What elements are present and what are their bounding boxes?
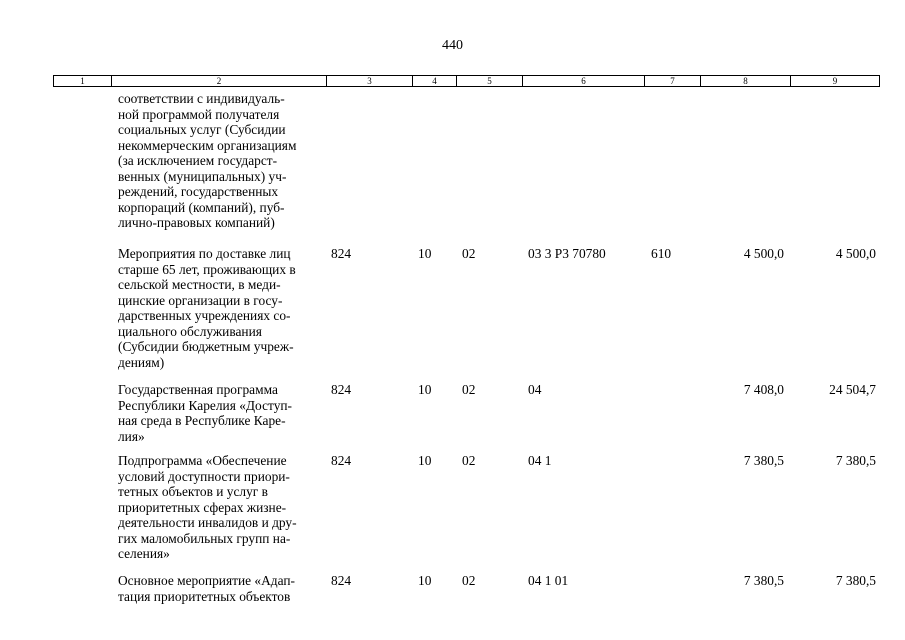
row-target-code: 03 3 P3 70780 xyxy=(528,246,606,261)
row-target-code: 04 1 xyxy=(528,453,552,468)
row-subsection: 02 xyxy=(462,246,476,261)
row-amount-2: 7 380,5 xyxy=(835,573,876,588)
row-section: 10 xyxy=(418,246,432,261)
row-name: Подпрограмма «Обеспечение условий доступности приори- тетных объектов и услуг в приоритетных сферах жизне- деятельности инвалидов и дру- гих маломобильных групп на- селения» xyxy=(118,453,297,561)
column-number-1: 1 xyxy=(54,76,112,87)
row-admin-code: 824 xyxy=(331,453,352,468)
row-expense-type: 610 xyxy=(651,246,672,261)
row-section: 10 xyxy=(418,453,432,468)
column-number-2: 2 xyxy=(112,76,327,87)
column-number-3: 3 xyxy=(327,76,413,87)
column-number-6: 6 xyxy=(523,76,645,87)
column-number-4: 4 xyxy=(413,76,457,87)
row-admin-code: 824 xyxy=(331,573,352,588)
row-amount-1: 7 380,5 xyxy=(743,453,784,468)
column-number-5: 5 xyxy=(457,76,523,87)
row-name: Государственная программа Республики Карелия «Доступ- ная среда в Республике Каре- лия» xyxy=(118,382,293,444)
row-amount-2: 4 500,0 xyxy=(835,246,876,261)
row-amount-2: 7 380,5 xyxy=(835,453,876,468)
row-subsection: 02 xyxy=(462,453,476,468)
row-admin-code: 824 xyxy=(331,382,352,397)
row-section: 10 xyxy=(418,382,432,397)
row-name: Основное мероприятие «Адап- тация приоритетных объектов xyxy=(118,573,295,604)
column-number-8: 8 xyxy=(701,76,791,87)
row-section: 10 xyxy=(418,573,432,588)
row-amount-1: 7 408,0 xyxy=(743,382,784,397)
row-target-code: 04 1 01 xyxy=(528,573,569,588)
column-number-7: 7 xyxy=(645,76,701,87)
row-target-code: 04 xyxy=(528,382,542,397)
row-amount-1: 7 380,5 xyxy=(743,573,784,588)
row-amount-1: 4 500,0 xyxy=(743,246,784,261)
column-header-row xyxy=(53,75,880,87)
column-number-9: 9 xyxy=(791,76,880,87)
row-name: Мероприятия по доставке лиц старше 65 лет, проживающих в сельской местности, в меди- цинские организации в госу- дарственных учреждениях со- циального обслуживания (Субсидии бюджетным учреж- дениям) xyxy=(118,246,296,370)
row-name: соответствии с индивидуаль- ной программой получателя социальных услуг (Субсидии некоммерческим организациям (за исключением государст- венных (муниципальных) уч- реждений, государственных корпораций (компаний), пуб- лично-правовых компаний) xyxy=(118,91,297,230)
row-subsection: 02 xyxy=(462,573,476,588)
row-subsection: 02 xyxy=(462,382,476,397)
page-number: 440 xyxy=(442,38,463,53)
row-admin-code: 824 xyxy=(331,246,352,261)
row-amount-2: 24 504,7 xyxy=(829,382,876,397)
